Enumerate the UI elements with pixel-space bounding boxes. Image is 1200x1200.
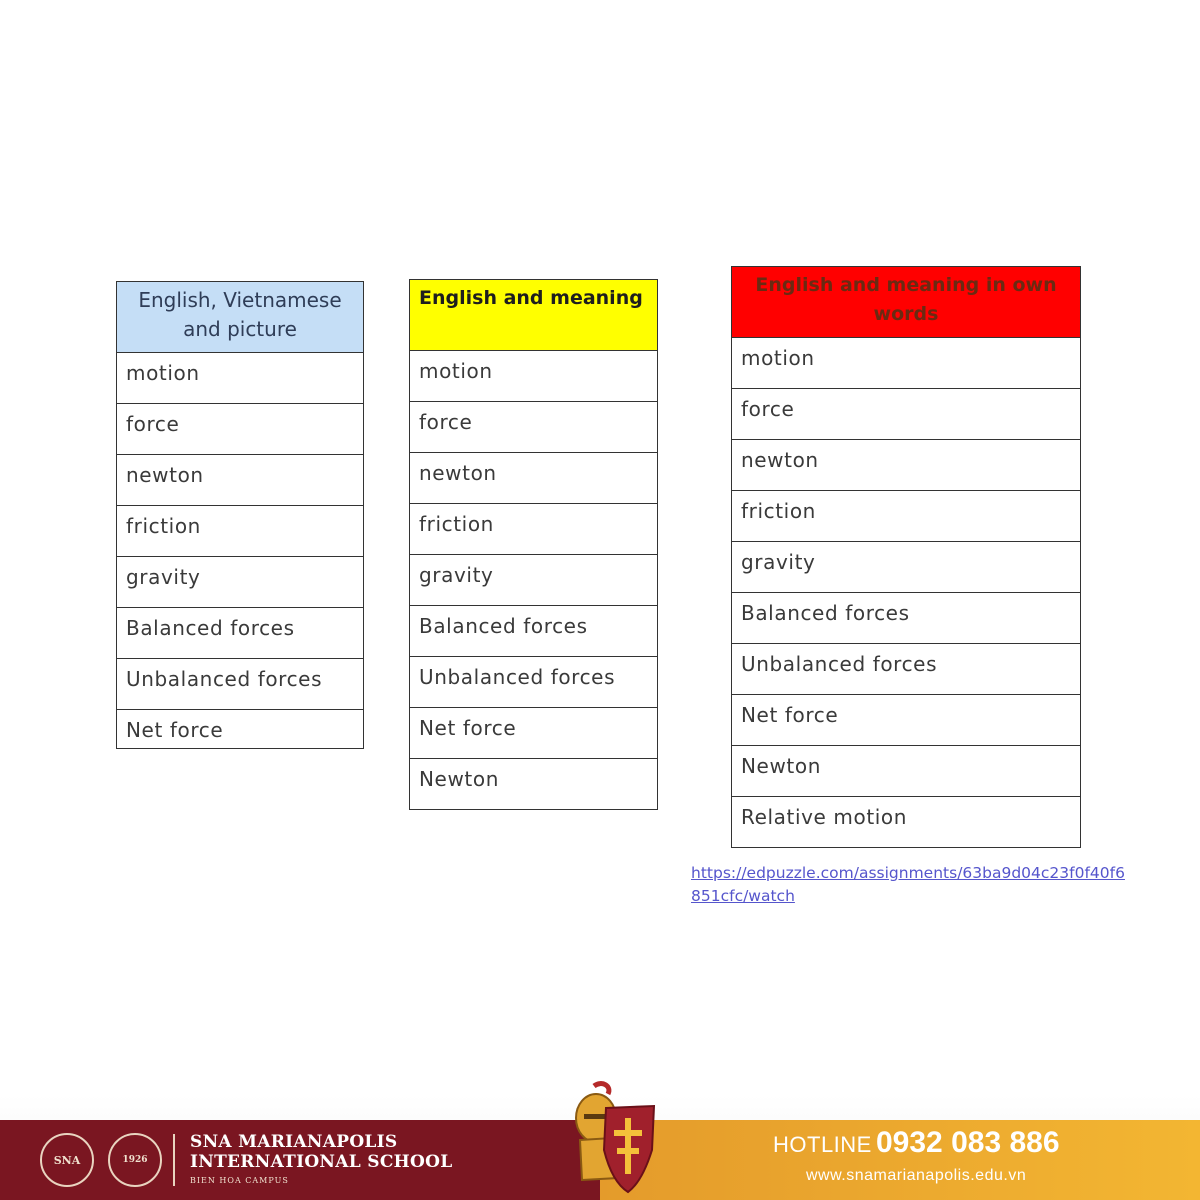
knight-mascot-icon <box>562 1078 662 1198</box>
table-header: English and meaning in own words <box>732 267 1081 338</box>
table-cell: Unbalanced forces <box>410 657 658 708</box>
table-cell: motion <box>732 338 1081 389</box>
table-cell: Balanced forces <box>410 606 658 657</box>
table-cell: Net force <box>117 710 364 749</box>
table-cell: force <box>410 402 658 453</box>
edpuzzle-link[interactable]: https://edpuzzle.com/assignments/63ba9d04c23f0f40f6851cfc/watch <box>691 864 1125 905</box>
table-header: English and meaning <box>410 280 658 351</box>
table-cell: gravity <box>117 557 364 608</box>
footer-divider <box>173 1134 175 1186</box>
table-cell: motion <box>117 353 364 404</box>
table-cell: Net force <box>732 695 1081 746</box>
table-cell: force <box>732 389 1081 440</box>
table-cell: friction <box>117 506 364 557</box>
school-crest-icon: SNA <box>40 1133 94 1187</box>
table-cell: Unbalanced forces <box>117 659 364 710</box>
table-cell: newton <box>732 440 1081 491</box>
table-cell: newton <box>410 453 658 504</box>
hotline-label: HOTLINE <box>773 1132 872 1157</box>
table-header: English, Vietnamese and picture <box>117 282 364 353</box>
table-cell: force <box>117 404 364 455</box>
table-cell: gravity <box>410 555 658 606</box>
table-cell: motion <box>410 351 658 402</box>
table-cell: gravity <box>732 542 1081 593</box>
school-name: SNA MARIANAPOLIS INTERNATIONAL SCHOOL <box>190 1132 453 1172</box>
table-cell: Newton <box>410 759 658 810</box>
vocab-table-meaning <box>409 279 658 810</box>
table-cell: Balanced forces <box>117 608 364 659</box>
table-cell: Relative motion <box>732 797 1081 848</box>
table-cell: Newton <box>732 746 1081 797</box>
campus-name: BIEN HOA CAMPUS <box>190 1176 289 1185</box>
website-link[interactable]: www.snamarianapolis.edu.vn <box>806 1167 1027 1184</box>
table-cell: Net force <box>410 708 658 759</box>
table-cell: friction <box>732 491 1081 542</box>
table-cell: friction <box>410 504 658 555</box>
table-cell: Balanced forces <box>732 593 1081 644</box>
vocab-table-vietnamese-picture <box>116 281 364 749</box>
marianapolis-seal-icon: 1926 <box>108 1133 162 1187</box>
table-cell: Unbalanced forces <box>732 644 1081 695</box>
table-cell: newton <box>117 455 364 506</box>
hotline-number[interactable]: 0932 083 886 <box>876 1126 1060 1159</box>
vocab-table-own-words <box>731 266 1081 848</box>
